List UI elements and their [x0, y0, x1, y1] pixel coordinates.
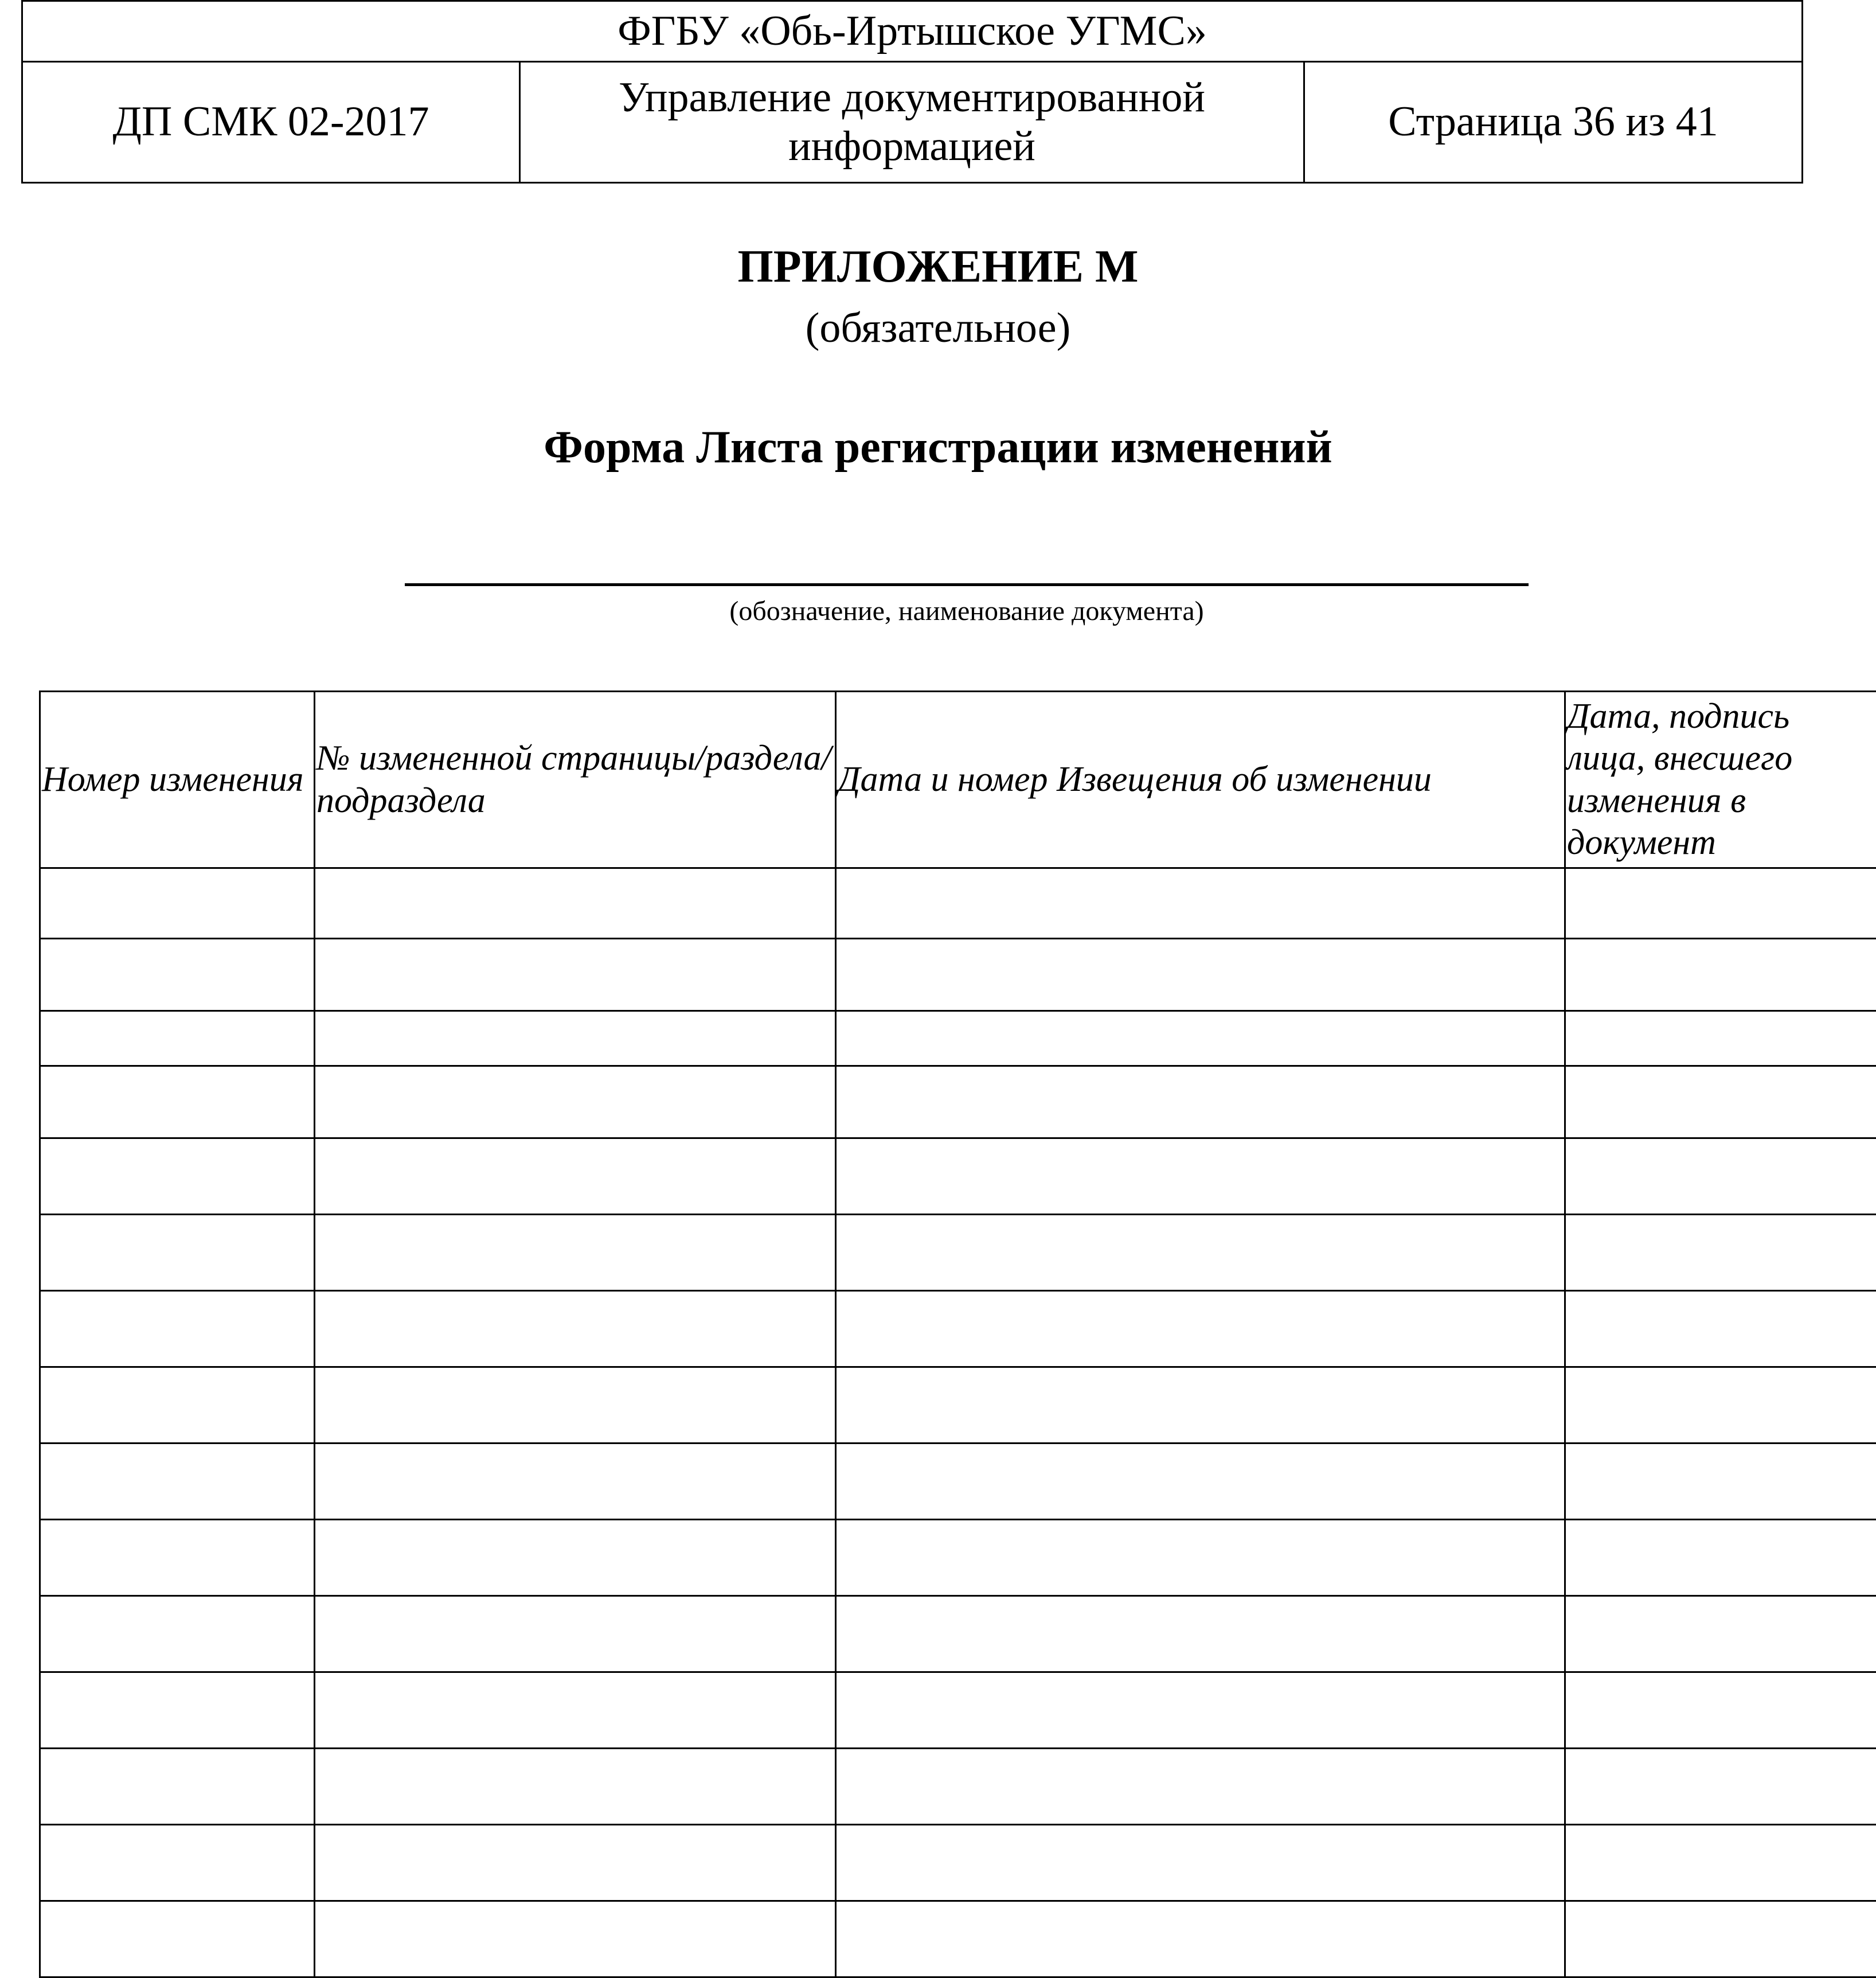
table-cell[interactable]: [1565, 1749, 1876, 1825]
table-cell[interactable]: [1565, 1596, 1876, 1672]
table-cell[interactable]: [1565, 1291, 1876, 1367]
table-cell[interactable]: [40, 868, 315, 939]
table-cell[interactable]: [40, 1066, 315, 1138]
table-cell[interactable]: [836, 1443, 1565, 1520]
table-cell[interactable]: [1565, 1825, 1876, 1901]
table-cell[interactable]: [836, 1672, 1565, 1749]
table-row: [40, 1215, 1876, 1291]
table-row: [40, 1138, 1876, 1215]
table-cell[interactable]: [1565, 1443, 1876, 1520]
table-row: [40, 1443, 1876, 1520]
table-header-row: [40, 692, 1876, 868]
table-row: [40, 1901, 1876, 1977]
table-cell[interactable]: [1565, 939, 1876, 1011]
table-cell[interactable]: [315, 1443, 836, 1520]
table-cell[interactable]: [315, 1825, 836, 1901]
table-cell[interactable]: [315, 868, 836, 939]
table-cell[interactable]: [1565, 1672, 1876, 1749]
table-cell[interactable]: [40, 1138, 315, 1215]
table-cell[interactable]: [836, 1011, 1565, 1066]
table-cell[interactable]: [1565, 1138, 1876, 1215]
table-cell[interactable]: [1565, 1066, 1876, 1138]
table-cell[interactable]: [1565, 1011, 1876, 1066]
table-cell[interactable]: [315, 1749, 836, 1825]
table-row: [40, 1596, 1876, 1672]
table-cell[interactable]: [40, 1011, 315, 1066]
table-cell[interactable]: [40, 1672, 315, 1749]
table-cell[interactable]: [315, 1011, 836, 1066]
table-cell[interactable]: [1565, 1520, 1876, 1596]
table-cell[interactable]: [836, 1749, 1565, 1825]
table-cell[interactable]: [40, 1749, 315, 1825]
table-cell[interactable]: [40, 1291, 315, 1367]
table-cell[interactable]: [836, 1596, 1565, 1672]
table-cell[interactable]: [40, 1215, 315, 1291]
appendix-status: (обязательное): [0, 307, 1876, 349]
document-name-caption: (обозначение, наименование документа): [405, 598, 1529, 625]
appendix-title: ПРИЛОЖЕНИЕ М: [0, 244, 1876, 290]
table-cell[interactable]: [836, 1291, 1565, 1367]
table-cell[interactable]: [836, 868, 1565, 939]
table-cell[interactable]: [40, 1825, 315, 1901]
table-row: [40, 868, 1876, 939]
document-header: [21, 0, 1803, 184]
table-row: [40, 1291, 1876, 1367]
table-cell[interactable]: [315, 1672, 836, 1749]
table-cell[interactable]: [836, 1520, 1565, 1596]
table-cell[interactable]: [836, 1367, 1565, 1443]
table-cell[interactable]: [836, 939, 1565, 1011]
table-cell[interactable]: [315, 1367, 836, 1443]
change-registration-table: [39, 690, 1876, 1978]
table-cell[interactable]: [836, 1138, 1565, 1215]
table-cell[interactable]: [40, 1596, 315, 1672]
table-cell[interactable]: [1565, 1367, 1876, 1443]
table-cell[interactable]: [1565, 868, 1876, 939]
table-row: [40, 1825, 1876, 1901]
document-name-line: [405, 583, 1529, 586]
table-cell[interactable]: [315, 1901, 836, 1977]
table-row: [40, 1066, 1876, 1138]
table-row: [40, 939, 1876, 1011]
table-cell[interactable]: [315, 1138, 836, 1215]
header-notice-date-number: Дата и номер Извещения об изменении: [836, 692, 1565, 868]
table-cell[interactable]: [40, 1901, 315, 1977]
table-cell[interactable]: [40, 1520, 315, 1596]
table-cell[interactable]: [315, 1066, 836, 1138]
table-cell[interactable]: [315, 1291, 836, 1367]
table-row: [40, 1367, 1876, 1443]
table-body: [40, 868, 1876, 1977]
document-title: Управление документированной информацией: [520, 62, 1304, 183]
table-cell[interactable]: [1565, 1901, 1876, 1977]
header-date-signature: Дата, подпись лица, внесшего изменения в документ: [1565, 692, 1876, 868]
table-cell[interactable]: [315, 1215, 836, 1291]
table-row: [40, 1749, 1876, 1825]
table-cell[interactable]: [1565, 1215, 1876, 1291]
organization-name: ФГБУ «Обь-Иртышское УГМС»: [22, 1, 1803, 62]
table-cell[interactable]: [836, 1901, 1565, 1977]
table-cell[interactable]: [315, 1520, 836, 1596]
header-changed-page: № измененной страницы/раздела/подраздела: [315, 692, 836, 868]
table-row: [40, 1672, 1876, 1749]
table-cell[interactable]: [836, 1825, 1565, 1901]
table-cell[interactable]: [40, 939, 315, 1011]
table-row: [40, 1011, 1876, 1066]
table-cell[interactable]: [315, 939, 836, 1011]
table-cell[interactable]: [40, 1443, 315, 1520]
table-cell[interactable]: [40, 1367, 315, 1443]
form-title: Форма Листа регистрации изменений: [0, 424, 1876, 470]
document-code: ДП СМК 02-2017: [22, 62, 520, 183]
table-cell[interactable]: [836, 1215, 1565, 1291]
table-cell[interactable]: [315, 1596, 836, 1672]
table-cell[interactable]: [836, 1066, 1565, 1138]
table-row: [40, 1520, 1876, 1596]
page-number: Страница 36 из 41: [1304, 62, 1803, 183]
header-change-number: Номер изменения: [40, 692, 315, 868]
